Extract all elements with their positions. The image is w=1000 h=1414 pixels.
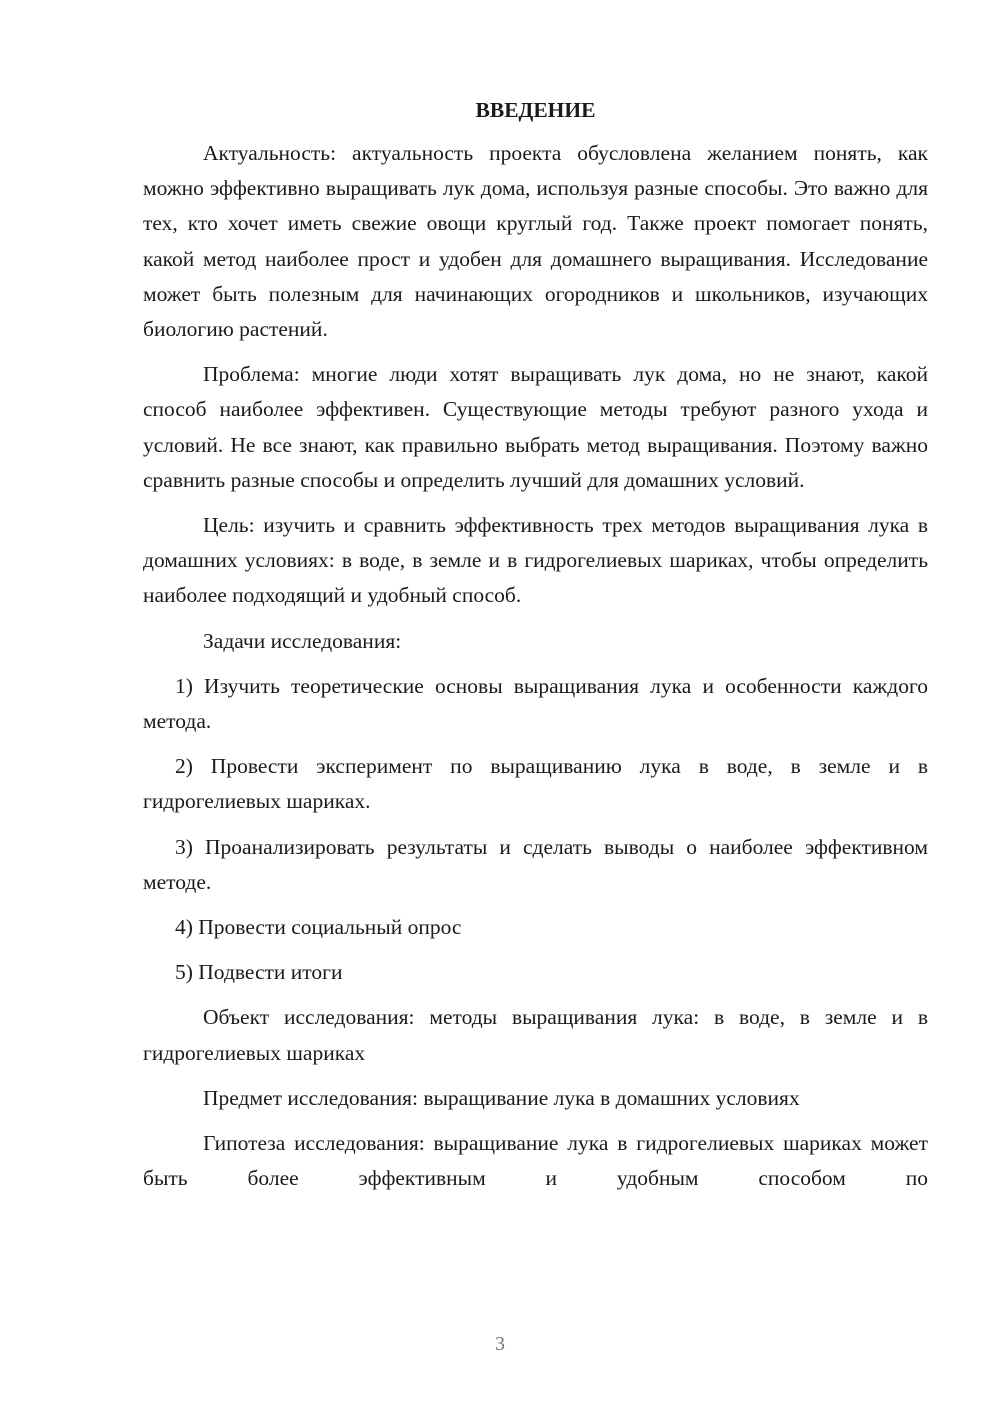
task-item-1: 1) Изучить теоретические основы выращивания лука и особенности каждого метода.: [143, 673, 928, 734]
tasks-label: Задачи исследования:: [203, 628, 402, 653]
paragraph-relevance: Актуальность: актуальность проекта обусловлена желанием понять, как можно эффективно выращивать лук дома, используя разные способы. Это важно для тех, кто хочет иметь свежие овощи круглый год. Также проект помогает понять, какой метод наиболее прост и удобен для домашнего выращивания. Исследование может быть полезным для начинающих огородников и школьников, изучающих биологию растений.: [143, 141, 928, 342]
task-item-4: 4) Провести социальный опрос: [175, 915, 462, 940]
paragraph-object: Объект исследования: методы выращивания лука: в воде, в земле и в гидрогелиевых шариках: [143, 1005, 928, 1065]
paragraph-problem: Проблема: многие люди хотят выращивать лук дома, но не знают, какой способ наиболее эффективен. Существующие методы требуют разного ухода и условий. Не все знают, как правильно выбрать метод выращивания. Поэтому важно сравнить разные способы и определить лучший для домашних условий.: [143, 362, 928, 492]
task-item-5: 5) Подвести итоги: [175, 960, 343, 985]
paragraph-subject: Предмет исследования: выращивание лука в домашних условиях: [203, 1085, 800, 1110]
page-number: 3: [495, 1333, 505, 1355]
document-page: [143, 92, 928, 1206]
task-item-3: 3) Проанализировать результаты и сделать выводы о наиболее эффективном методе.: [143, 834, 928, 894]
paragraph-goal: Цель: изучить и сравнить эффективность трех методов выращивания лука в домашних условиях: в воде, в земле и в гидрогелиевых шариках, чтобы определить наиболее подходящий и удобный способ.: [143, 513, 928, 608]
task-item-2: 2) Провести эксперимент по выращиванию лука в воде, в земле и в гидрогелиевых шариках.: [143, 754, 928, 814]
section-title: ВВЕДЕНИЕ: [475, 98, 596, 122]
paragraph-hypothesis: Гипотеза исследования: выращивание лука в гидрогелиевых шариках может быть более эффективным и удобным способом по: [143, 1131, 928, 1191]
